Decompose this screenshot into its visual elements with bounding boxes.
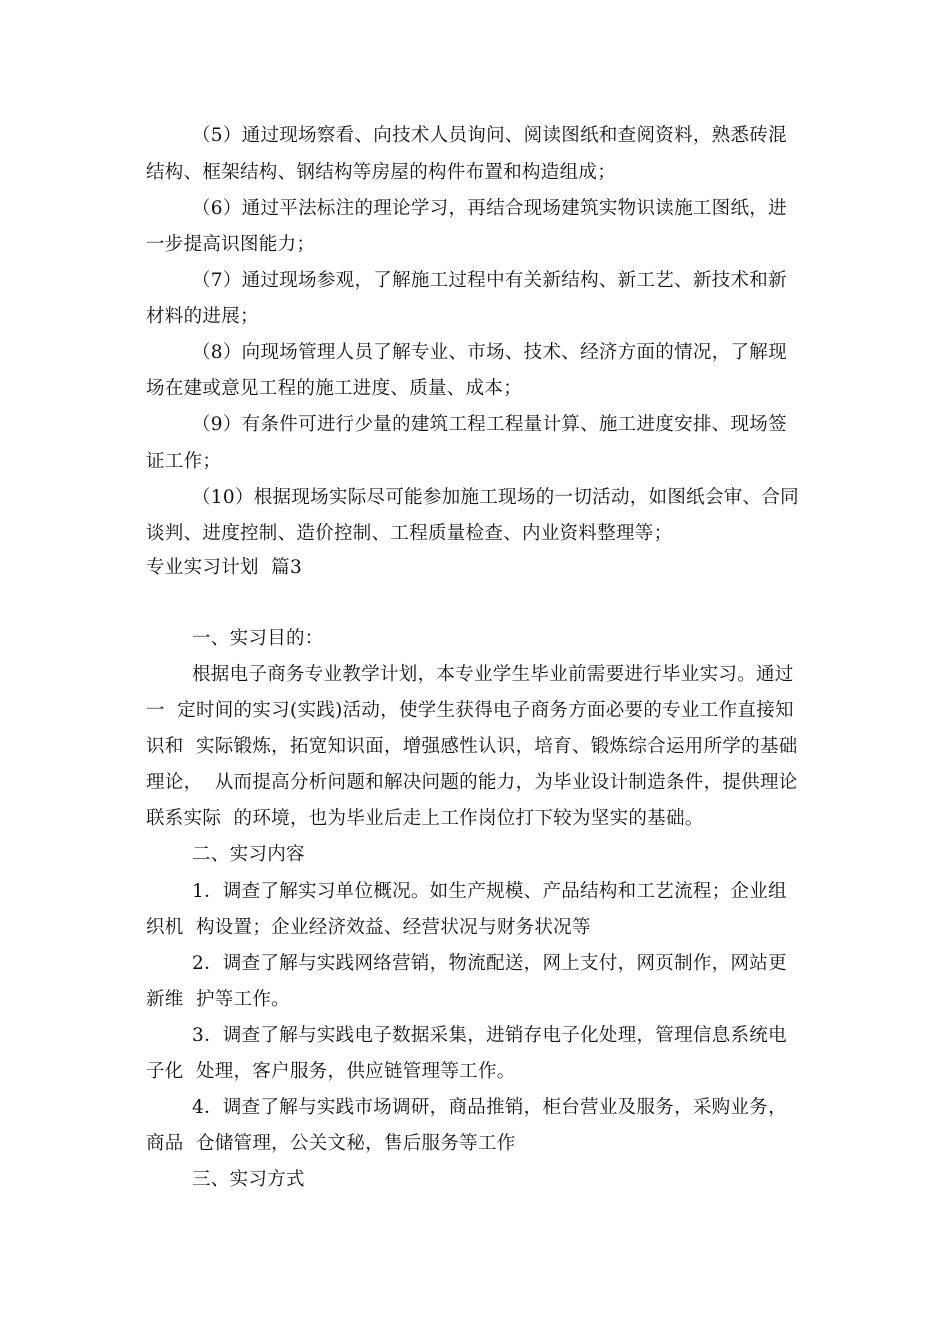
paragraph-line: 商品 仓储管理，公关文秘，售后服务等工作	[146, 1133, 516, 1154]
paragraph-line: 子化 处理，客户服务，供应链管理等工作。	[146, 1061, 516, 1082]
heading-purpose: 一、实习目的：	[192, 628, 324, 649]
paragraph-line: （9）有条件可进行少量的建筑工程工程量计算、施工进度安排、现场签	[192, 414, 787, 435]
paragraph-line: 一步提高识图能力；	[146, 234, 316, 255]
heading-method: 三、实习方式	[192, 1169, 305, 1190]
paragraph-line: 4．调查了解与实践市场调研，商品推销，柜台营业及服务，采购业务，	[192, 1097, 787, 1118]
paragraph-line: （8）向现场管理人员了解专业、市场、技术、经济方面的情况，了解现	[192, 342, 787, 363]
paragraph-line: 织机 构设置；企业经济效益、经营状况与财务状况等	[146, 917, 591, 938]
paragraph-line: 谈判、进度控制、造价控制、工程质量检查、内业资料整理等；	[146, 523, 673, 544]
paragraph-line: 理论， 从而提高分析问题和解决问题的能力，为毕业设计制造条件，提供理论	[146, 772, 798, 793]
paragraph-line: （6）通过平法标注的理论学习，再结合现场建筑实物识读施工图纸，进	[192, 198, 787, 219]
paragraph-line: 根据电子商务专业教学计划，本专业学生毕业前需要进行毕业实习。通过	[192, 664, 794, 685]
paragraph-line: 证工作；	[146, 451, 222, 472]
paragraph-line: 2．调查了解与实践网络营销，物流配送，网上支付，网页制作，网站更	[192, 953, 787, 974]
paragraph-line: （5）通过现场察看、向技术人员询问、阅读图纸和查阅资料，熟悉砖混	[192, 125, 787, 146]
paragraph-line: 结构、框架结构、钢结构等房屋的构件布置和构造组成；	[146, 162, 617, 183]
paragraph-line: 新维 护等工作。	[146, 989, 290, 1010]
paragraph-line: 材料的进展；	[146, 306, 259, 327]
paragraph-line: 识和 实际锻炼，拓宽知识面，增强感性认识，培育、锻炼综合运用所学的基础	[146, 736, 798, 757]
paragraph-line: 一 定时间的实习(实践)活动，使学生获得电子商务方面必要的专业工作直接知	[146, 700, 794, 721]
heading-content: 二、实习内容	[192, 844, 305, 865]
paragraph-line: 1．调查了解实习单位概况。如生产规模、产品结构和工艺流程；企业组	[192, 881, 787, 902]
paragraph-line: 联系实际 的环境，也为毕业后走上工作岗位打下较为坚实的基础。	[146, 808, 704, 829]
paragraph-line: （10）根据现场实际尽可能参加施工现场的一切活动，如图纸会审、合同	[192, 487, 799, 508]
paragraph-line: 场在建或意见工程的施工进度、质量、成本；	[146, 378, 523, 399]
paragraph-line: 3．调查了解与实践电子数据采集，进销存电子化处理，管理信息系统电	[192, 1025, 787, 1046]
section-title: 专业实习计划 篇3	[146, 557, 303, 578]
paragraph-line: （7）通过现场参观，了解施工过程中有关新结构、新工艺、新技术和新	[192, 270, 787, 291]
